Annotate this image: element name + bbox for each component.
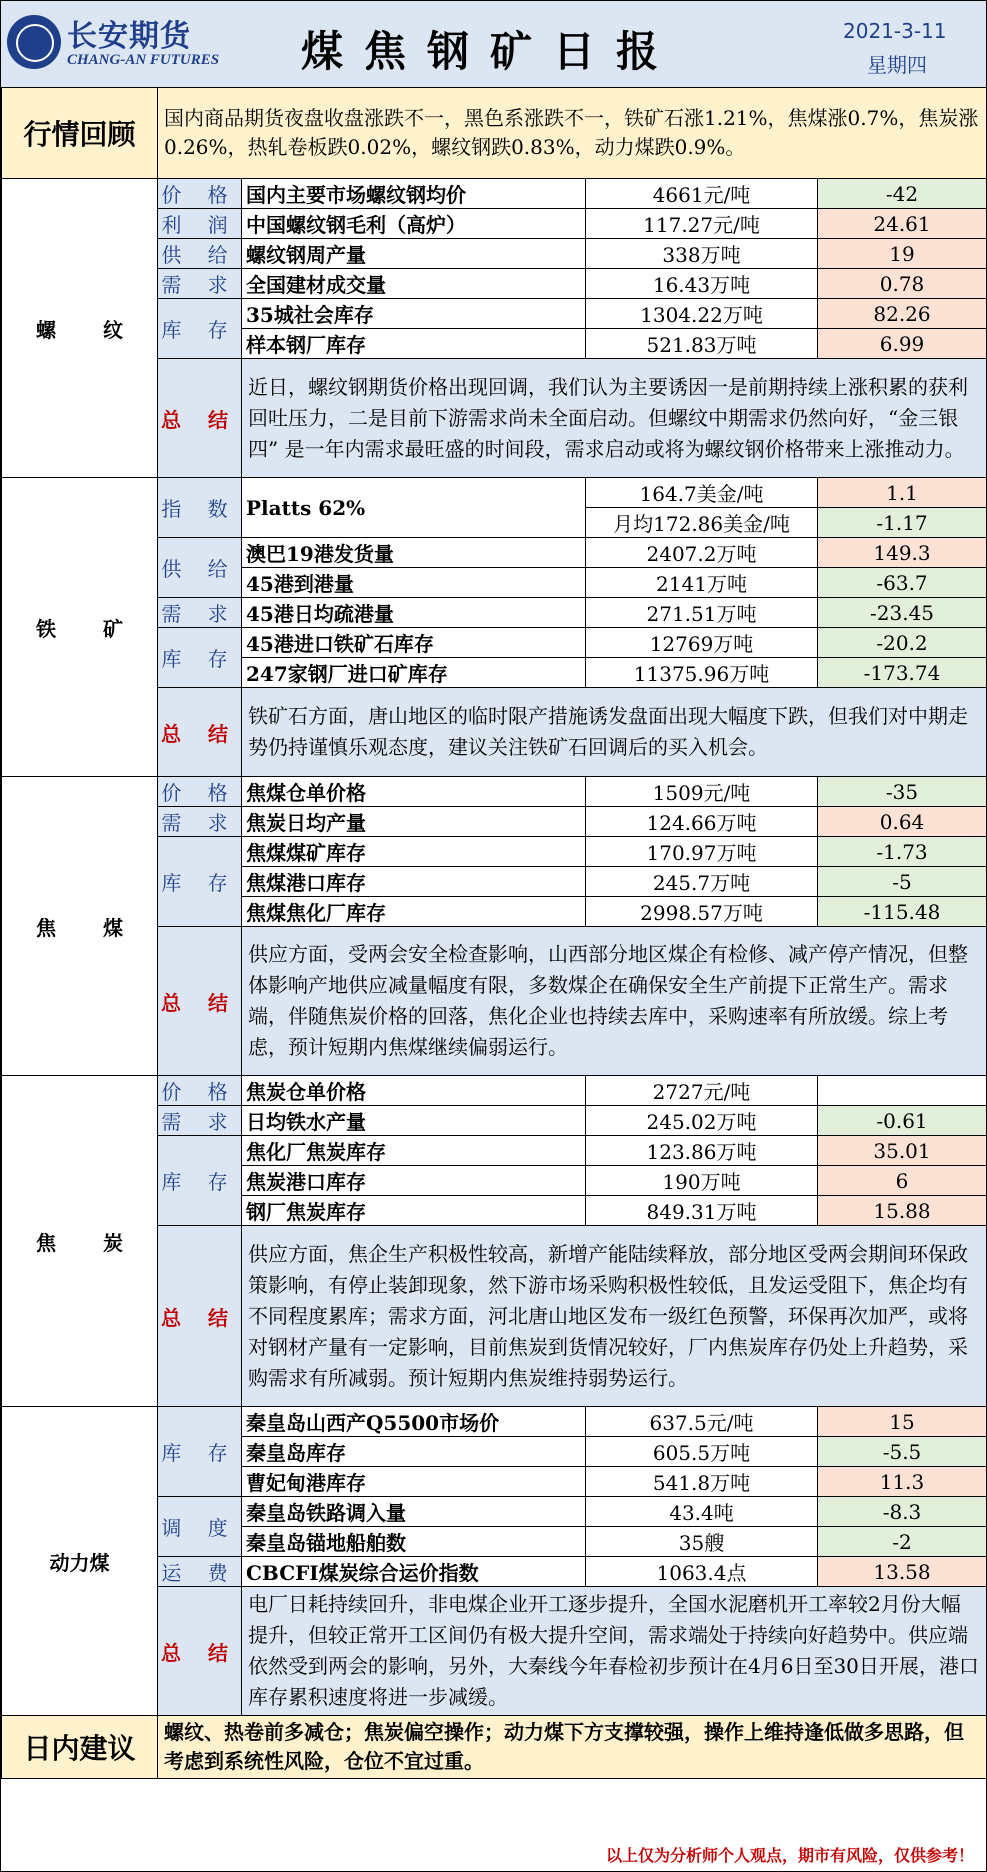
- indicator-value: 245.02万吨: [586, 1106, 818, 1136]
- category-cell: 库 存: [158, 628, 242, 688]
- indicator-value: 1063.4点: [586, 1557, 818, 1587]
- indicator-value: 271.51万吨: [586, 598, 818, 628]
- indicator-name: 日均铁水产量: [242, 1106, 586, 1136]
- indicator-name: 钢厂焦炭库存: [242, 1196, 586, 1226]
- indicator-change: [818, 1076, 987, 1106]
- indicator-change: -42: [818, 179, 987, 209]
- indicator-value: 190万吨: [586, 1166, 818, 1196]
- indicator-name: CBCFI煤炭综合运价指数: [242, 1557, 586, 1587]
- summary-label: 总 结: [158, 1587, 242, 1716]
- advice-label: 日内建议: [2, 1716, 158, 1779]
- category-cell: 价 格: [158, 777, 242, 807]
- indicator-change: 0.64: [818, 807, 987, 837]
- indicator-value: 117.27元/吨: [586, 209, 818, 239]
- indicator-value: 605.5万吨: [586, 1437, 818, 1467]
- indicator-value: 521.83万吨: [586, 329, 818, 359]
- indicator-value: 123.86万吨: [586, 1136, 818, 1166]
- table-row: [2, 478, 987, 508]
- indicator-value: 2141万吨: [586, 568, 818, 598]
- category-cell: 供 给: [158, 239, 242, 269]
- indicator-change: -23.45: [818, 598, 987, 628]
- category-cell: 库 存: [158, 837, 242, 927]
- indicator-value: 35艘: [586, 1527, 818, 1557]
- company-logo-icon: [7, 15, 61, 69]
- indicator-name: 焦化厂焦炭库存: [242, 1136, 586, 1166]
- table-row: [2, 179, 987, 209]
- indicator-change: -0.61: [818, 1106, 987, 1136]
- indicator-name: 247家钢厂进口矿库存: [242, 658, 586, 688]
- indicator-change: -5.5: [818, 1437, 987, 1467]
- indicator-value: 164.7美金/吨: [586, 478, 818, 508]
- indicator-name: 螺纹钢周产量: [242, 239, 586, 269]
- indicator-value: 170.97万吨: [586, 837, 818, 867]
- indicator-change: -8.3: [818, 1497, 987, 1527]
- table-row: [2, 777, 987, 807]
- indicator-change: 82.26: [818, 299, 987, 329]
- summary-text-iron: 铁矿石方面，唐山地区的临时限产措施诱发盘面出现大幅度下跌，但我们对中期走势仍持谨慎乐观态度，建议关注铁矿石回调后的买入机会。: [242, 688, 987, 777]
- indicator-name: 秦皇岛山西产Q5500市场价: [242, 1407, 586, 1437]
- indicator-change: 19: [818, 239, 987, 269]
- category-cell: 需 求: [158, 269, 242, 299]
- indicator-value: 2407.2万吨: [586, 538, 818, 568]
- indicator-name: 35城社会库存: [242, 299, 586, 329]
- indicator-change: 6.99: [818, 329, 987, 359]
- section-label-rebar: 螺 纹: [2, 179, 158, 478]
- indicator-name: 秦皇岛铁路调入量: [242, 1497, 586, 1527]
- indicator-name: 秦皇岛锚地船舶数: [242, 1527, 586, 1557]
- indicator-change: 35.01: [818, 1136, 987, 1166]
- indicator-name: 焦煤仓单价格: [242, 777, 586, 807]
- indicator-value: 338万吨: [586, 239, 818, 269]
- indicator-change: -1.17: [818, 508, 987, 538]
- indicator-change: 149.3: [818, 538, 987, 568]
- indicator-name: 秦皇岛库存: [242, 1437, 586, 1467]
- indicator-value: 541.8万吨: [586, 1467, 818, 1497]
- indicator-name: 中国螺纹钢毛利（高炉）: [242, 209, 586, 239]
- report-table: [1, 87, 987, 1779]
- indicator-value: 月均172.86美金/吨: [586, 508, 818, 538]
- summary-text-thermal-coal: 电厂日耗持续回升，非电煤企业开工逐步提升，全国水泥磨机开工率较2月份大幅提升，但较正常开工区间仍有极大提升空间，需求端处于持续向好趋势中。供应端依然受到两会的影响，另外，大秦线今年春检初步预计在4月6日至30日开展，港口库存累积速度将进一步减缓。: [242, 1587, 987, 1716]
- table-row: [2, 1076, 987, 1106]
- category-cell: 库 存: [158, 1407, 242, 1497]
- indicator-name: 焦炭仓单价格: [242, 1076, 586, 1106]
- section-label-coke: 焦 炭: [2, 1076, 158, 1407]
- review-row: [2, 88, 987, 179]
- indicator-value: 4661元/吨: [586, 179, 818, 209]
- indicator-change: 24.61: [818, 209, 987, 239]
- category-cell: 库 存: [158, 1136, 242, 1226]
- indicator-value: 43.4吨: [586, 1497, 818, 1527]
- summary-text-coke: 供应方面，焦企生产积极性较高，新增产能陆续释放，部分地区受两会期间环保政策影响，有停止装卸现象，然下游市场采购积极性较低，且发运受阻下，焦企均有不同程度累库；需求方面，河北唐山地区发布一级红色预警，环保再次加严，或将对钢材产量有一定影响，目前焦炭到货情况较好，厂内焦炭库存仍处上升趋势，采购需求有所减弱。预计短期内焦炭维持弱势运行。: [242, 1226, 987, 1407]
- advice-text: 螺纹、热卷前多减仓；焦炭偏空操作；动力煤下方支撑较强，操作上维持逢低做多思路，但考虑到系统性风险，仓位不宜过重。: [158, 1716, 987, 1779]
- company-name-en: CHANG-AN FUTURES: [67, 52, 220, 68]
- indicator-name: 澳巴19港发货量: [242, 538, 586, 568]
- indicator-change: 6: [818, 1166, 987, 1196]
- indicator-name: 焦煤港口库存: [242, 867, 586, 897]
- report-weekday: 星期四: [867, 53, 927, 77]
- category-cell: 调 度: [158, 1497, 242, 1557]
- indicator-name: 全国建材成交量: [242, 269, 586, 299]
- review-label: 行情回顾: [2, 88, 158, 179]
- indicator-value: 1509元/吨: [586, 777, 818, 807]
- indicator-change: 11.3: [818, 1467, 987, 1497]
- summary-text-rebar: 近日，螺纹钢期货价格出现回调，我们认为主要诱因一是前期持续上涨积累的获利回吐压力，二是目前下游需求尚未全面启动。但螺纹中期需求仍然向好，“金三银四” 是一年内需求最旺盛的时间段，需求启动或将为螺纹钢价格带来上涨推动力。: [242, 359, 987, 478]
- category-cell: 利 润: [158, 209, 242, 239]
- indicator-value: 124.66万吨: [586, 807, 818, 837]
- indicator-value: 16.43万吨: [586, 269, 818, 299]
- report-date: 2021-3-11: [843, 19, 947, 43]
- indicator-name: 45港到港量: [242, 568, 586, 598]
- indicator-name: 样本钢厂库存: [242, 329, 586, 359]
- advice-row: [2, 1716, 987, 1779]
- category-cell: 运 费: [158, 1557, 242, 1587]
- indicator-change: -173.74: [818, 658, 987, 688]
- category-cell: 需 求: [158, 1106, 242, 1136]
- report-title: 煤焦钢矿日报: [301, 27, 680, 76]
- indicator-change: 15: [818, 1407, 987, 1437]
- section-label-coking-coal: 焦 煤: [2, 777, 158, 1076]
- indicator-change: -115.48: [818, 897, 987, 927]
- category-cell: 指 数: [158, 478, 242, 538]
- report-header: [1, 1, 986, 89]
- company-name-cn: 长安期货: [67, 19, 191, 54]
- category-cell: 价 格: [158, 1076, 242, 1106]
- indicator-change: -20.2: [818, 628, 987, 658]
- indicator-change: -35: [818, 777, 987, 807]
- disclaimer: [1, 1841, 986, 1871]
- summary-label: 总 结: [158, 927, 242, 1076]
- section-label-iron: 铁 矿: [2, 478, 158, 777]
- disclaimer-text: 以上仅为分析师个人观点，期市有风险，仅供参考！: [605, 1846, 974, 1865]
- category-cell: 需 求: [158, 807, 242, 837]
- summary-label: 总 结: [158, 688, 242, 777]
- summary-label: 总 结: [158, 1226, 242, 1407]
- indicator-name: 国内主要市场螺纹钢均价: [242, 179, 586, 209]
- indicator-change: -5: [818, 867, 987, 897]
- category-cell: 需 求: [158, 598, 242, 628]
- indicator-value: 1304.22万吨: [586, 299, 818, 329]
- indicator-value: 637.5元/吨: [586, 1407, 818, 1437]
- indicator-name: 曹妃甸港库存: [242, 1467, 586, 1497]
- indicator-name: 焦煤焦化厂库存: [242, 897, 586, 927]
- indicator-value: 11375.96万吨: [586, 658, 818, 688]
- table-row: [2, 1407, 987, 1437]
- indicator-change: 15.88: [818, 1196, 987, 1226]
- review-text: 国内商品期货夜盘收盘涨跌不一，黑色系涨跌不一，铁矿石涨1.21%，焦煤涨0.7%，焦炭涨0.26%，热轧卷板跌0.02%，螺纹钢跌0.83%，动力煤跌0.9%。: [158, 88, 987, 179]
- indicator-change: -2: [818, 1527, 987, 1557]
- indicator-name: 45港进口铁矿石库存: [242, 628, 586, 658]
- category-cell: 库 存: [158, 299, 242, 359]
- indicator-change: -1.73: [818, 837, 987, 867]
- indicator-name: 焦炭日均产量: [242, 807, 586, 837]
- indicator-value: 2998.57万吨: [586, 897, 818, 927]
- indicator-name: Platts 62%: [242, 478, 586, 538]
- indicator-value: 2727元/吨: [586, 1076, 818, 1106]
- indicator-value: 12769万吨: [586, 628, 818, 658]
- indicator-change: 1.1: [818, 478, 987, 508]
- indicator-name: 45港日均疏港量: [242, 598, 586, 628]
- indicator-change: -63.7: [818, 568, 987, 598]
- indicator-value: 849.31万吨: [586, 1196, 818, 1226]
- indicator-change: 0.78: [818, 269, 987, 299]
- category-cell: 供 给: [158, 538, 242, 598]
- category-cell: 价 格: [158, 179, 242, 209]
- indicator-value: 245.7万吨: [586, 867, 818, 897]
- indicator-name: 焦炭港口库存: [242, 1166, 586, 1196]
- indicator-change: 13.58: [818, 1557, 987, 1587]
- summary-text-coking-coal: 供应方面，受两会安全检查影响，山西部分地区煤企有检修、减产停产情况，但整体影响产地供应减量幅度有限，多数煤企在确保安全生产前提下正常生产。需求端，伴随焦炭价格的回落，焦化企业也持续去库中，采购速率有所放缓。综上考虑，预计短期内焦煤继续偏弱运行。: [242, 927, 987, 1076]
- indicator-name: 焦煤煤矿库存: [242, 837, 586, 867]
- section-label-thermal-coal: 动力煤: [2, 1407, 158, 1716]
- summary-label: 总 结: [158, 359, 242, 478]
